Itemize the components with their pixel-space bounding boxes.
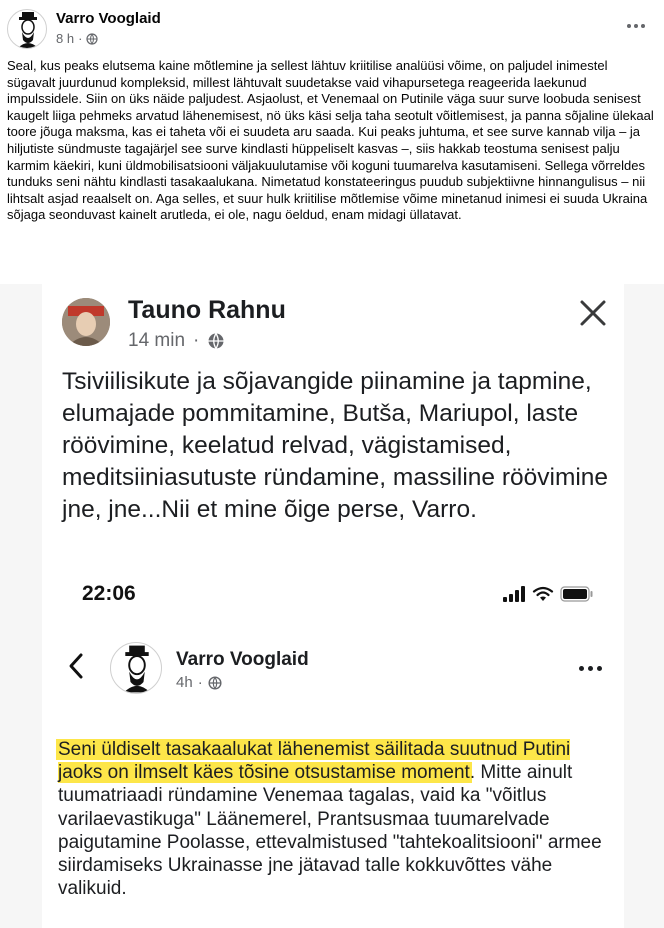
- comment-meta: 14 min ·: [128, 330, 225, 352]
- comment-screenshot: [42, 284, 624, 570]
- commenter-name: Tauno Rahnu: [128, 296, 286, 324]
- post-header: [0, 0, 664, 56]
- phone-author-avatar: [110, 642, 162, 694]
- comment-text: Tsiviilisikute ja sõjavangide piinamine ja tapmine, elumajade pommitamine, Butša, Mariupol, laste röövimine, keelatud relvad, vägistamised, meditsiiniasutuste ründamine, massiline röövimine jne, jne...Nii et mine õige perse, Varro.: [62, 368, 609, 523]
- caricature-avatar-icon: [8, 10, 47, 49]
- globe-icon: [208, 676, 222, 690]
- signal-icon: [502, 586, 526, 602]
- back-arrow-icon: [66, 652, 86, 680]
- wifi-icon: [532, 586, 554, 602]
- post-author-name[interactable]: Varro Vooglaid: [56, 10, 161, 27]
- phone-post-meta: 4h ·: [176, 674, 222, 691]
- status-bar-clock: 22:06: [82, 582, 136, 605]
- author-avatar[interactable]: [7, 9, 47, 49]
- phone-screenshot: [42, 570, 624, 928]
- phone-more-options-icon: [579, 666, 602, 671]
- phone-post-timestamp: 4h: [176, 674, 193, 691]
- highlighted-text: Seni üldiselt tasakaalukat lähenemist säilitada suutnud Putini jaoks on ilmselt käes tõsine otsustamise moment: [58, 739, 571, 784]
- globe-icon: [207, 332, 225, 350]
- phone-post-text: [58, 738, 618, 900]
- post-more-options-button[interactable]: [622, 12, 650, 40]
- profile-photo-icon: [62, 298, 110, 346]
- post-body-text: Seal, kus peaks elutsema kaine mõtlemine ja sellest lähtuv kriitilise analüüsi võime, on paljudel inimestel sügavalt juurdunud kompleksid, millest lähtuvalt suudetakse vaid vihapursetega reageerida laekunud impulssidele. Siin on üks näide paljudest. Asjaolust, et Venemaal on Putinile väga suur surve loobuda senisest kaugelt liiga pehmeks arvatud lähenemisest, nö üks käsi selja taha seotult võitlemisest, ja panna sõjaline ülekaal toore jõuga maksma, kas ei taheta või ei suudeta aru saada. Kui peaks juhtuma, et see surve kannab vilja – ja hiljutiste sündmuste tagajärjel see surve kindlasti hüppeliselt kasvas –, siis hakkab teostuma senisest palju karmim käekiri, kuni üldmobilisatsiooni väljakuulutamise või koguni tuumarelva kasutamiseni. Sellega võrreldes tunduks seni nähtu kindlasti tasakaalukana. Nimetatud konstateeringus puudub subjektiivne hinnangulisus – nii lihtsalt asjad reaalselt on. Aga selles, et suur hulk kriitilise mõtlemise võime minetanud inimesi ei suuda Ukraina sõjaga seonduvast kainelt arutleda, ei ole, nagu öeldud, enam midagi üllatavat.: [7, 58, 654, 223]
- globe-icon: [86, 33, 98, 45]
- battery-icon: [560, 586, 594, 602]
- attached-screenshot-image[interactable]: [0, 284, 664, 928]
- caricature-avatar-icon: [111, 643, 162, 694]
- phone-post-text-rest: . Mitte ainult tuumatriaadi ründamine Venemaa tagalas, vaid ka "võitlus varilaevastikuga" Läänemerel, Prantsusmaa tuumarelvade paigutamine Poolasse, ettevalmistused "tahtekoalitsiooni" armee siirdamiseks Ukrainasse jne jätavad talle kokkuvõttes vähe valikuid.: [58, 762, 602, 900]
- close-icon: [576, 296, 610, 330]
- comment-timestamp: 14 min: [128, 330, 186, 351]
- commenter-avatar: [62, 298, 110, 346]
- status-bar-icons: [502, 586, 594, 602]
- post-meta: 8 h ·: [56, 31, 98, 46]
- post-timestamp[interactable]: 8 h: [56, 31, 75, 46]
- phone-author-name: Varro Vooglaid: [176, 649, 309, 670]
